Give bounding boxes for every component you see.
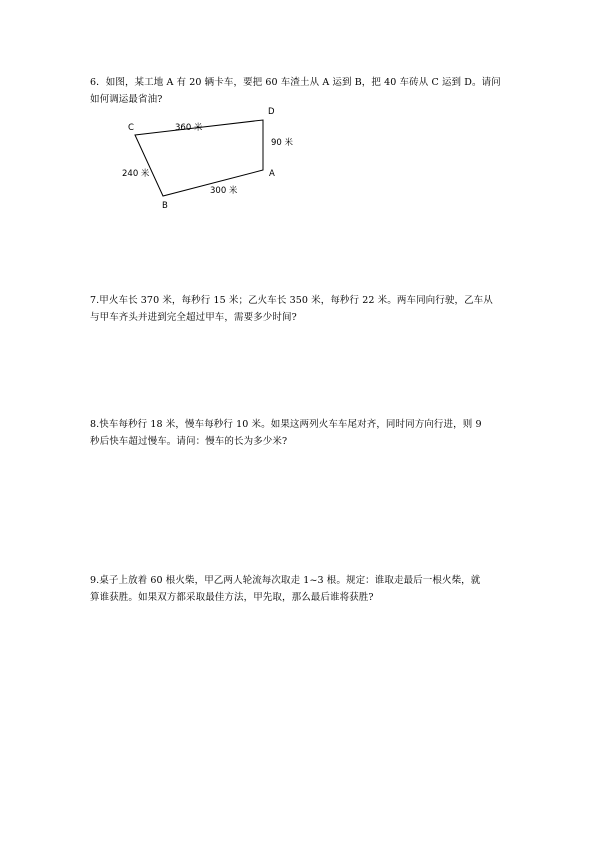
question-7-line-2: 与甲车齐头并进到完全超过甲车，需要多少时间? [90, 312, 297, 323]
edge-cd-label: 360 米 [175, 123, 203, 133]
edge-da-label: 90 米 [271, 138, 294, 148]
edge-ab-label: 300 米 [210, 186, 238, 196]
question-9-line-1: 9.桌子上放着 60 根火柴，甲乙两人轮流每次取走 1~3 根。规定：谁取走最后一根火柴，就 [90, 575, 481, 586]
point-b-label: B [162, 201, 168, 211]
question-7-line-1: 7.甲火车长 370 米，每秒行 15 米；乙火车长 350 米，每秒行 22 米。两车同向行驶，乙车从 [90, 295, 493, 306]
question-8 [90, 416, 510, 450]
point-d-label: D [268, 107, 275, 117]
question-8-line-1: 8.快车每秒行 18 米，慢车每秒行 10 米。如果这两列火车车尾对齐，同时同方向行进，则 9 [90, 419, 482, 430]
question-7 [90, 292, 510, 326]
question-6-line-1: 6．如图，某工地 A 有 20 辆卡车，要把 60 车渣土从 A 运到 B，把 40 车砖从 C 运到 D。请问 [90, 77, 501, 88]
question-9-line-2: 算谁获胜。如果双方都采取最佳方法，甲先取，那么最后谁将获胜? [90, 592, 374, 603]
question-9 [90, 572, 510, 606]
point-c-label: C [128, 123, 134, 133]
edge-cb-label: 240 米 [122, 169, 150, 179]
question-6-line-2: 如何调运最省油? [90, 94, 163, 105]
point-a-label: A [269, 169, 275, 179]
quadrilateral-diagram [110, 102, 294, 212]
question-8-line-2: 秒后快车超过慢车。请问：慢车的长为多少米? [90, 436, 288, 447]
